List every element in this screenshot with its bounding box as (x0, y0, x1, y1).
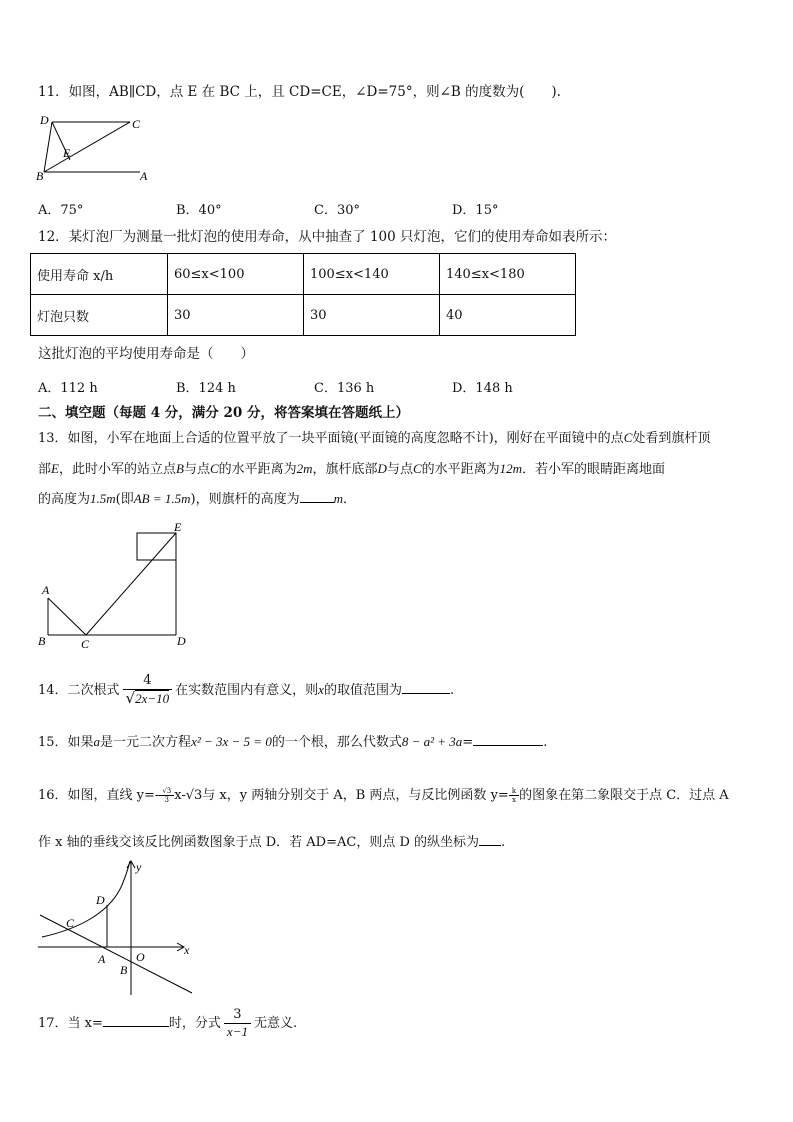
answer-blank[interactable] (473, 745, 543, 746)
q14-fraction: $\frac{4}{√2x-10}$ (123, 673, 173, 708)
q12-question: 这批灯泡的平均使用寿命是（ ） (38, 346, 254, 362)
table-cell: 60≤x<100 (168, 254, 304, 295)
q16-label-b: B (120, 963, 128, 977)
q13-label-a: A (42, 583, 50, 597)
q11-figure (32, 112, 157, 184)
table-cell: 灯泡只数 (31, 295, 168, 336)
answer-blank[interactable] (103, 1026, 169, 1027)
table-row (31, 254, 576, 295)
answer-blank[interactable] (402, 693, 450, 694)
q13-line-2: 部E，此时小军的站立点B与点C的水平距离为2m，旗杆底部D与点C的水平距离为12m．若小军的眼睛距离地面 (38, 461, 666, 477)
q16-label-x: x (184, 943, 190, 957)
q11-option-b: B．40° (176, 203, 222, 218)
q11-option-c: C．30° (314, 203, 360, 218)
q11-label-d: D (40, 113, 49, 127)
q11-label-a: A (140, 169, 148, 183)
table-row (31, 295, 576, 336)
q16-label-d: D (96, 893, 105, 907)
q12-option-c: C．136 h (314, 381, 375, 396)
q16-figure (34, 855, 194, 999)
q12-stem: 12．某灯泡厂为测量一批灯泡的使用寿命，从中抽查了 100 只灯泡，它们的使用寿命如表所示： (38, 229, 617, 245)
q16-label-y: y (136, 860, 142, 874)
section-heading: 二、填空题（每题 4 分，满分 20 分，将答案填在答题纸上） (38, 405, 409, 421)
q16-label-a: A (98, 952, 106, 966)
q11-label-c: C (132, 117, 141, 131)
q13-figure (34, 518, 194, 652)
table-cell: 30 (168, 295, 304, 336)
q11-option-a: A．75° (38, 203, 84, 218)
q13-line-3: 的高度为1.5m(即AB = 1.5m)，则旗杆的高度为 m． (38, 491, 357, 507)
table-cell: 30 (304, 295, 440, 336)
table-cell: 40 (440, 295, 576, 336)
q16-label-c: C (66, 916, 75, 930)
answer-blank[interactable] (479, 845, 501, 846)
q13-label-c: C (81, 637, 90, 651)
q11-option-d: D．15° (452, 203, 499, 218)
q16-line-2: 作 x 轴的垂线交该反比例函数图象于点 D．若 AD=AC，则点 D 的纵坐标为 . (38, 835, 506, 850)
q13-label-e: E (174, 520, 182, 534)
q16-label-o: O (136, 950, 145, 964)
answer-blank[interactable] (300, 502, 334, 503)
q12-option-d: D．148 h (452, 381, 513, 396)
q12-option-b: B．124 h (176, 381, 236, 396)
q14-line: 14．二次根式 $\frac{4}{√2x-10}$ 在实数范围内有意义，则x的取值范围为 . (38, 673, 455, 707)
q17-fraction: $\frac{3}{x-1}$ (224, 1007, 251, 1040)
q16-line-1: 16．如图，直线 y=- $\frac{√3}{3}$ x-√3与 x，y 两轴分别交于 A，B 两点，与反比例函数 y= $\frac{k}{x}$ 的图象在第二象限交于点 C．过点 A (38, 787, 729, 804)
q15-line: 15．如果a是一元二次方程x² − 3x − 5 = 0的一个根，那么代数式8 − a² + 3a= . (38, 734, 548, 750)
table-cell: 100≤x<140 (304, 254, 440, 295)
q11-label-b: B (36, 169, 44, 183)
q13-label-b: B (38, 634, 46, 648)
table-cell: 140≤x<180 (440, 254, 576, 295)
q12-table (30, 253, 576, 336)
table-cell: 使用寿命 x/h (31, 254, 168, 295)
q17-line: 17．当 x= 时，分式 $\frac{3}{x-1}$ 无意义. (38, 1007, 298, 1039)
q11-stem: 11．如图，AB∥CD，点 E 在 BC 上，且 CD=CE，∠D=75°，则∠B 的度数为( ). (38, 84, 561, 100)
q11-label-e: E (63, 146, 71, 160)
q13-line-1: 13．如图，小军在地面上合适的位置平放了一块平面镜(平面镜的高度忽略不计)，刚好在平面镜中的点C处看到旗杆顶 (38, 430, 711, 446)
q12-option-a: A．112 h (38, 381, 98, 396)
q13-label-d: D (177, 634, 186, 648)
